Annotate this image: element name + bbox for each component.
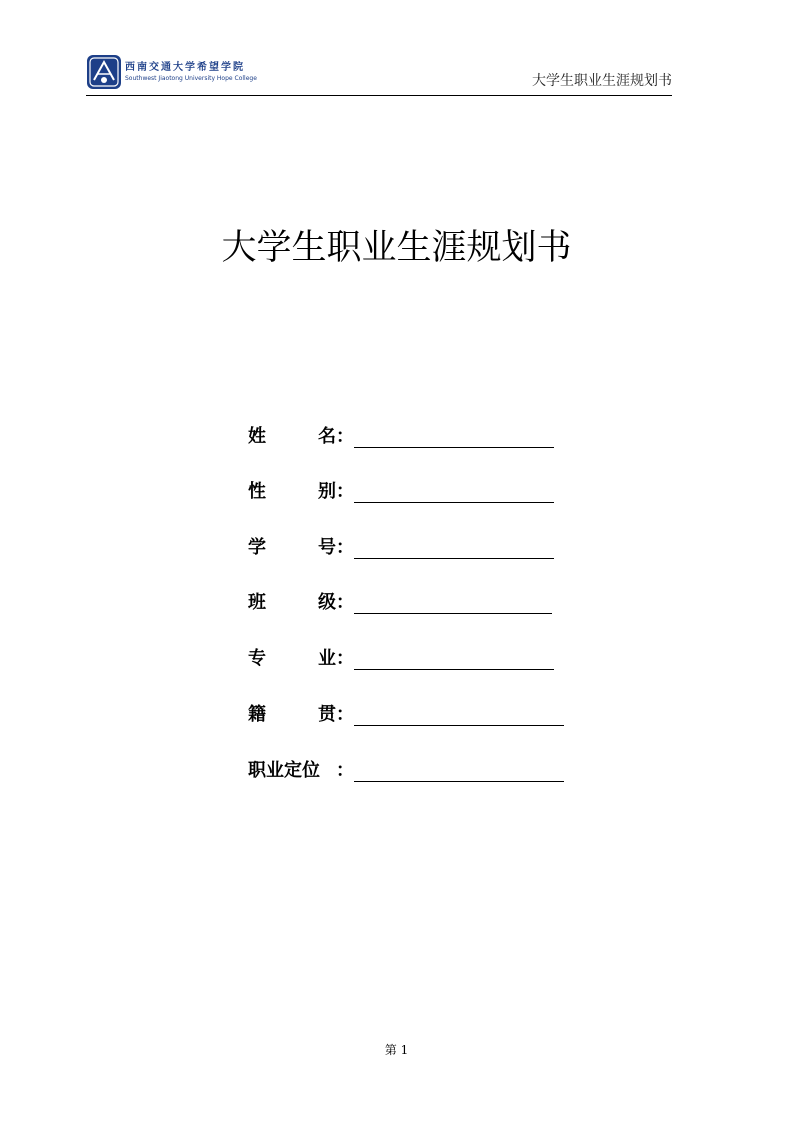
college-emblem-icon <box>86 54 122 90</box>
student-id-label <box>248 535 336 561</box>
native-place-input-line[interactable] <box>354 703 564 726</box>
name-label <box>248 424 336 450</box>
college-logo <box>86 54 257 90</box>
class-field <box>248 588 552 616</box>
name-field <box>248 422 554 450</box>
header-title: 大学生职业生涯规划书 <box>532 73 672 89</box>
student-id-input-line[interactable] <box>354 536 554 559</box>
page-header <box>86 54 672 96</box>
label-char: 班 <box>248 592 266 613</box>
label-char: 业 <box>318 648 336 669</box>
colon: ： <box>336 648 354 669</box>
gender-label <box>248 479 336 505</box>
label-char: 籍 <box>248 704 266 725</box>
label-char: 专 <box>248 648 266 669</box>
page-label: 第 <box>384 1043 397 1057</box>
page-footer <box>0 1041 793 1058</box>
label-char: 级 <box>318 592 336 613</box>
label-char: 学 <box>248 537 266 558</box>
colon: ： <box>336 481 354 502</box>
colon: ： <box>336 537 354 558</box>
colon: ： <box>336 760 354 781</box>
career-position-label: 职业定位 <box>248 760 320 781</box>
career-position-input-line[interactable] <box>354 759 564 782</box>
colon: ： <box>336 704 354 725</box>
major-label <box>248 646 336 672</box>
major-input-line[interactable] <box>354 647 554 670</box>
label-char: 贯 <box>318 704 336 725</box>
class-input-line[interactable] <box>354 591 552 614</box>
header-rule <box>86 95 672 96</box>
label-char: 别 <box>318 481 336 502</box>
major-field <box>248 644 554 672</box>
career-position-field <box>248 756 564 784</box>
gender-field <box>248 477 554 505</box>
college-name-en: Southwest Jiaotong University Hope College <box>125 74 257 82</box>
colon: ： <box>336 426 354 447</box>
label-char: 名 <box>318 426 336 447</box>
label-char: 号 <box>318 537 336 558</box>
college-name-cn: 西南交通大学希望学院 <box>125 61 245 73</box>
document-title: 大学生职业生涯规划书 <box>221 228 572 268</box>
class-label <box>248 590 336 616</box>
page-number: 1 <box>400 1043 409 1057</box>
native-place-field <box>248 700 564 728</box>
student-id-field <box>248 533 554 561</box>
gender-input-line[interactable] <box>354 480 554 503</box>
native-place-label <box>248 702 336 728</box>
label-char: 姓 <box>248 426 266 447</box>
name-input-line[interactable] <box>354 425 554 448</box>
colon: ： <box>336 592 354 613</box>
label-char: 性 <box>248 481 266 502</box>
